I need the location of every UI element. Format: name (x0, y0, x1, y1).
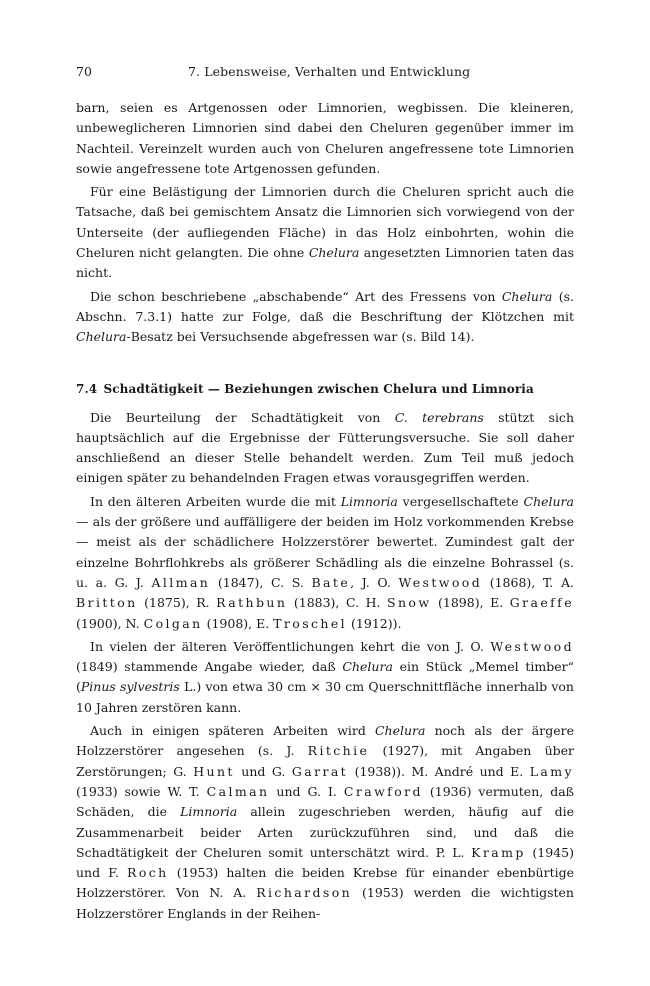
page-number: 70 (76, 64, 92, 79)
text-run: (1849) stammende Angabe wieder, daß (76, 659, 343, 675)
text-run: ein Stück „Memel timber“ ( (76, 659, 574, 695)
text-run: (1898), E. (431, 595, 510, 611)
section-title: Schadtätigkeit — Beziehungen zwischen Chelura und Limnoria (103, 381, 534, 396)
text-run: (1847), C. S. (210, 574, 312, 590)
author-name: Lamy (529, 763, 574, 779)
text-run: vergesellschaftete (397, 493, 524, 509)
text-run: allein zugeschrieben werden, häufig auf die Zusammenarbeit beider Arten zurückzuführen sind, und daß die Schadtätigkeit der Cheluren somit unterschätzt wird. P. L. (76, 804, 574, 860)
author-name: Colgan (143, 615, 203, 631)
author-name: Crawford (343, 783, 423, 799)
author-name: Garrat (291, 763, 349, 779)
text-run: In vielen der älteren Veröffentlichungen kehrt die von J. O. (90, 638, 491, 654)
text-run: Die schon beschriebene „abschabende“ Art des Fressens von (90, 288, 502, 304)
author-name: Allman (151, 574, 211, 590)
body-text-top (76, 98, 574, 348)
text-run: (1875), R. (137, 595, 217, 611)
text-run: barn, seien es Artgenossen oder Limnorien, wegbissen. Die kleineren, unbeweglicheren Limnorien sind dabei den Cheluren gegenüber immer im Nachteil. Vereinzelt wurden auch von Cheluren angefressene tote Limnorien sowie angefressene tote Artgenossen gefunden. (76, 100, 574, 176)
italic-term: Pinus sylvestris (80, 679, 180, 695)
text-run: (1868), T. A. (482, 574, 574, 590)
author-name: Roch (127, 865, 169, 881)
text-run: (1912)). (347, 615, 402, 631)
author-name: Troschel (273, 615, 348, 631)
paragraph (76, 98, 574, 179)
italic-term: Chelura (76, 329, 127, 345)
body-text-bottom (76, 408, 574, 924)
text-run: und G. I. (269, 783, 344, 799)
text-run: stützt sich hauptsächlich auf die Ergebnisse der Fütterungsversuche. Sie soll daher anschließend an dieser Stelle behandelt werden. Zum Teil muß jedoch einigen später zu behandelnden Fragen etwas vorausgegriffen werden. (76, 409, 574, 486)
text-run: angesetzten Limnorien taten das nicht. (76, 245, 574, 281)
paragraph (76, 637, 574, 718)
text-run: , J. O. (350, 574, 399, 590)
section-heading (76, 382, 574, 396)
author-name: Hunt (193, 763, 235, 779)
author-name: Snow (387, 595, 432, 611)
paragraph (76, 721, 574, 924)
italic-term: Limnoria (340, 493, 398, 509)
text-run: -Besatz bei Versuchsende abgefressen war (s. Bild 14). (126, 329, 475, 345)
author-name: Bate (311, 574, 351, 590)
text-run: (1945) und F. (76, 844, 575, 881)
italic-term: Chelura (523, 493, 574, 509)
author-name: Richardson (256, 885, 353, 901)
italic-term: Limnoria (180, 804, 238, 820)
author-name: Rathbun (216, 595, 288, 611)
text-run: In den älteren Arbeiten wurde die mit (90, 493, 341, 509)
text-run: (1900), N. (76, 615, 144, 631)
italic-term: Chelura (374, 723, 426, 739)
text-run: — als der größere und auffälligere der beiden im Holz vorkommenden Krebse — meist als der schädlichere Holzzerstörer bewertet. Zumindest galt der einzelne Bohrflohkrebs als größerer Schädling als die einzelne Bohrassel (s. u. a. G. J. (76, 514, 574, 590)
text-run: (1936) vermuten, daß Schäden, die (76, 783, 574, 820)
text-run: L.) von etwa 30 cm × 30 cm Querschnittfläche innerhalb von 10 Jahren zerstören kann. (76, 679, 574, 715)
paragraph (76, 408, 574, 489)
text-run: (1933) sowie W. T. (76, 783, 207, 799)
author-name: Westwood (398, 574, 483, 590)
text-run: Die Beurteilung der Schadtätigkeit von (90, 409, 395, 425)
italic-term: Chelura (308, 245, 360, 261)
author-name: Kramp (471, 844, 526, 860)
text-run: und G. (234, 763, 292, 779)
text-run: Für eine Belästigung der Limnorien durch die Cheluren spricht auch die Tatsache, daß bei gemischtem Ansatz die Limnorien sich vorwiegend von der Unterseite (der aufliegenden Fläche) in das Holz einbohrten, wohin die Cheluren nicht gelangten. Die ohne (76, 184, 574, 261)
author-name: Westwood (490, 638, 574, 654)
paragraph (76, 182, 574, 283)
running-header (76, 64, 574, 86)
italic-term: Chelura (342, 659, 393, 675)
italic-term: Chelura (501, 288, 553, 304)
text-run: noch als der ärgere Holzzerstörer angesehen (s. J. (76, 723, 574, 759)
text-run: Auch in einigen späteren Arbeiten wird (90, 723, 375, 739)
author-name: Calman (206, 783, 270, 799)
section-number: 7.4 (76, 381, 98, 396)
paragraph (76, 492, 574, 634)
text-run: (1883), C. H. (287, 595, 388, 611)
text-run: (1908), E. (202, 615, 274, 631)
text-run: (1927), mit Angaben über Zerstörungen; G. (76, 743, 575, 779)
text-run: (1938)). M. André und E. (348, 763, 530, 779)
text-run: (s. Abschn. 7.3.1) hatte zur Folge, daß die Beschriftung der Klötzchen mit (76, 288, 574, 324)
text-run: (1953) werden die wichtigsten Holzzerstörer Englands in der Reihen- (76, 885, 574, 921)
author-name: Ritchie (307, 743, 370, 759)
paragraph (76, 287, 574, 348)
author-name: Graeffe (509, 595, 575, 611)
author-name: Britton (76, 595, 138, 611)
text-run: (1953) halten die beiden Krebse für einander ebenbürtige Holzzerstörer. Von N. A. (76, 865, 574, 901)
italic-term: C. terebrans (394, 409, 484, 425)
chapter-title: 7. Lebensweise, Verhalten und Entwicklung (188, 64, 471, 79)
